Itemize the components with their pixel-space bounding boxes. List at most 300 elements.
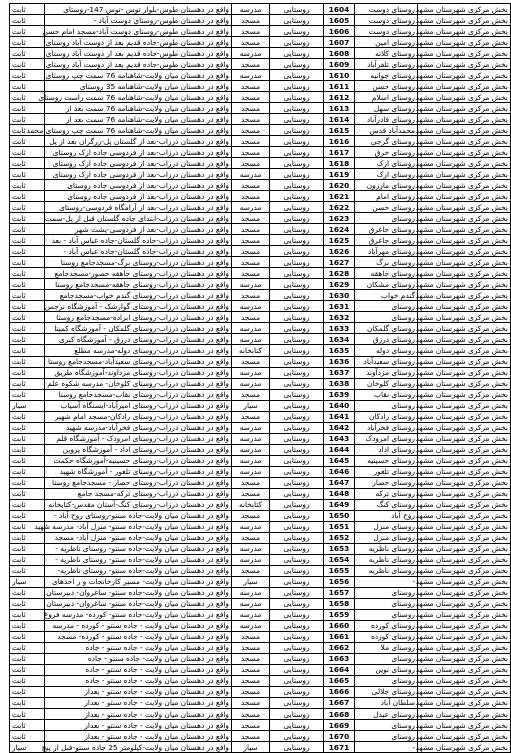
address-cell: واقع در دهستان درزاب-بعد از فردوسی جاده روستای	[45, 180, 232, 191]
section-cell: بخش مرکزی شهرستان مشهد	[418, 554, 511, 565]
table-row	[10, 4, 511, 15]
area-type-cell: روستایی	[270, 565, 324, 576]
address-cell: واقع در دهستان درزاب-روستای ابراده-مسجدجامع روستا	[45, 312, 232, 323]
address-cell: واقع در دهستان میان ولایت-جاده سنتو- ساغروان- دبیرستان	[45, 598, 232, 609]
section-cell: بخش مرکزی شهرستان مشهد	[418, 15, 511, 26]
village-cell: روستای تلفرآباد	[355, 59, 418, 70]
table-body	[10, 4, 511, 753]
status-cell: ثابت	[10, 499, 45, 510]
area-type-cell: روستایی	[270, 422, 324, 433]
table-row	[10, 191, 511, 202]
row-number-cell: 1630	[324, 290, 355, 301]
area-type-cell: روستایی	[270, 312, 324, 323]
place-type-cell: مسجد	[232, 114, 270, 125]
place-type-cell: مسجد	[232, 59, 270, 70]
table-row	[10, 301, 511, 312]
status-cell: سیار	[10, 576, 45, 587]
row-number-cell: 1656	[324, 576, 355, 587]
village-cell: روستای امرودک	[355, 433, 418, 444]
place-type-cell: مسجد	[232, 125, 270, 136]
table-row	[10, 213, 511, 224]
village-cell: روستای امین	[355, 37, 418, 48]
section-cell: بخش مرکزی شهرستان مشهد	[418, 411, 511, 422]
village-cell: روستای ناظریه	[355, 543, 418, 554]
status-cell: ثابت	[10, 609, 45, 620]
table-row	[10, 389, 511, 400]
place-type-cell: مسجد	[232, 15, 270, 26]
section-cell: بخش مرکزی شهرستان مشهد	[418, 345, 511, 356]
address-cell: واقع در دهستان میان ولایت-شاهنامه 35 روستای	[45, 81, 232, 92]
address-cell: واقع در دهستان میان ولایت - جاده سنتو - بعداز	[45, 709, 232, 720]
status-cell: ثابت	[10, 709, 45, 720]
area-type-cell: روستایی	[270, 697, 324, 708]
table-row	[10, 720, 511, 731]
status-cell: سیار	[10, 400, 45, 411]
place-type-cell: مدرسه	[232, 334, 270, 345]
area-type-cell: روستایی	[270, 664, 324, 675]
place-type-cell: مسجد	[232, 664, 270, 675]
row-number-cell: 1616	[324, 136, 355, 147]
table-row	[10, 609, 511, 620]
status-cell: ثابت	[10, 444, 45, 455]
place-type-cell: مسجد	[232, 720, 270, 731]
address-cell: واقع در دهستان میان ولایت-جاده سنتو- منزل آباد- مسجد	[45, 532, 232, 543]
table-row	[10, 477, 511, 488]
row-number-cell: 1605	[324, 15, 355, 26]
place-type-cell: مدرسه	[232, 444, 270, 455]
address-cell: واقع در دهستان درزاب-روستای امیرآباد-ایستگاه آسیاب	[45, 400, 232, 411]
village-cell: روستای	[355, 301, 418, 312]
address-cell: واقع در دهستان درزاب-روستای رادکان-مسجد امام شهیر	[45, 411, 232, 422]
section-cell: بخش مرکزی شهرستان مشهد	[418, 334, 511, 345]
address-cell: واقع در دهستان درزاب-روستای نقاب-مسجدجامع روستا	[45, 389, 232, 400]
row-number-cell: 1641	[324, 411, 355, 422]
place-type-cell: مدرسه	[232, 554, 270, 565]
status-cell: ثابت	[10, 466, 45, 477]
area-type-cell: روستایی	[270, 731, 324, 742]
area-type-cell: روستایی	[270, 653, 324, 664]
status-cell: ثابت	[10, 15, 45, 26]
place-type-cell: مدرسه	[232, 466, 270, 477]
place-type-cell: مدرسه	[232, 279, 270, 290]
area-type-cell: روستایی	[270, 389, 324, 400]
area-type-cell: روستایی	[270, 147, 324, 158]
status-cell: ثابت	[10, 720, 45, 731]
row-number-cell: 1655	[324, 565, 355, 576]
address-cell: واقع در دهستان درزاب-بعد از فردوسی جاده ازک روستای	[45, 147, 232, 158]
place-type-cell: مسجد	[232, 257, 270, 268]
table-row	[10, 499, 511, 510]
section-cell: بخش مرکزی شهرستان مشهد	[418, 455, 511, 466]
section-cell: بخش مرکزی شهرستان مشهد	[418, 356, 511, 367]
section-cell: بخش مرکزی شهرستان مشهد	[418, 37, 511, 48]
area-type-cell: روستایی	[270, 224, 324, 235]
section-cell: بخش مرکزی شهرستان مشهد	[418, 543, 511, 554]
status-cell: ثابت	[10, 169, 45, 180]
area-type-cell: روستایی	[270, 169, 324, 180]
row-number-cell: 1652	[324, 532, 355, 543]
place-type-cell: مدرسه	[232, 378, 270, 389]
village-cell: روستای فخرآباد	[355, 422, 418, 433]
village-cell: روستای دوست	[355, 26, 418, 37]
place-type-cell: مسجد	[232, 147, 270, 158]
status-cell: ثابت	[10, 664, 45, 675]
row-number-cell: 1651	[324, 521, 355, 532]
village-cell: روستای جاهقه	[355, 268, 418, 279]
place-type-cell: مسجد	[232, 290, 270, 301]
place-type-cell: مسجد	[232, 246, 270, 257]
section-cell: بخش مرکزی شهرستان مشهد	[418, 323, 511, 334]
place-type-cell: مسجد	[232, 411, 270, 422]
table-row	[10, 202, 511, 213]
status-cell: ثابت	[10, 213, 45, 224]
village-cell: روستای قادرآباد	[355, 114, 418, 125]
area-type-cell: روستایی	[270, 103, 324, 114]
area-type-cell: روستایی	[270, 4, 324, 15]
status-cell: ثابت	[10, 202, 45, 213]
row-number-cell: 1663	[324, 653, 355, 664]
row-number-cell: 1646	[324, 466, 355, 477]
place-type-cell: مسجد	[232, 653, 270, 664]
section-cell: بخش مرکزی شهرستان مشهد	[418, 114, 511, 125]
status-cell: ثابت	[10, 521, 45, 532]
place-type-cell: مسجد	[232, 92, 270, 103]
place-type-cell: مسجد	[232, 224, 270, 235]
village-cell: روستای گلمکان	[355, 323, 418, 334]
section-cell: بخش مرکزی شهرستان مشهد	[418, 444, 511, 455]
area-type-cell: روستایی	[270, 356, 324, 367]
address-cell: واقع در دهستان درزاب-بعد از آرامگاه فردوسی-روستای	[45, 202, 232, 213]
section-cell: بخش مرکزی شهرستان مشهد	[418, 301, 511, 312]
place-type-cell: مدرسه	[232, 70, 270, 81]
address-cell: واقع در دهستان درزاب-روستای سعیدآباد-مسجدجامع روستا	[45, 356, 232, 367]
table-row	[10, 598, 511, 609]
row-number-cell: 1667	[324, 697, 355, 708]
table-row	[10, 697, 511, 708]
row-number-cell: 1643	[324, 433, 355, 444]
status-cell: ثابت	[10, 301, 45, 312]
address-cell: واقع در دهستان میان ولایت-کیلومتر 25 جاده سنتو-قبل از پیچ	[45, 742, 232, 753]
village-cell: روستای درزق	[355, 334, 418, 345]
table-row	[10, 356, 511, 367]
village-cell: روستای کورده	[355, 620, 418, 631]
section-cell: بخش مرکزی شهرستان مشهد	[418, 697, 511, 708]
village-cell: روستای حسن	[355, 202, 418, 213]
status-cell: ثابت	[10, 26, 45, 37]
status-cell: ثابت	[10, 312, 45, 323]
place-type-cell: مدرسه	[232, 323, 270, 334]
area-type-cell: روستایی	[270, 400, 324, 411]
area-type-cell: روستایی	[270, 675, 324, 686]
status-cell: ثابت	[10, 532, 45, 543]
status-cell: ثابت	[10, 37, 45, 48]
area-type-cell: روستایی	[270, 48, 324, 59]
address-cell: واقع در دهستان میان ولایت-جاده سنتو- ساغروان- دبیرستان	[45, 587, 232, 598]
row-number-cell: 1612	[324, 92, 355, 103]
area-type-cell: روستایی	[270, 37, 324, 48]
status-cell: ثابت	[10, 731, 45, 742]
row-number-cell: 1626	[324, 246, 355, 257]
place-type-cell: مسجد	[232, 158, 270, 169]
place-type-cell: مدرسه	[232, 301, 270, 312]
place-type-cell: مسجد	[232, 642, 270, 653]
village-cell: روستای منزل	[355, 521, 418, 532]
address-cell: واقع در دهستان میان ولایت - جاده سنتو - جاده	[45, 642, 232, 653]
status-cell: ثابت	[10, 81, 45, 92]
village-cell: روستای ناظریه	[355, 565, 418, 576]
village-cell: روستای	[355, 400, 418, 411]
village-cell: روستای مارزون	[355, 180, 418, 191]
section-cell: بخش مرکزی شهرستان مشهد	[418, 720, 511, 731]
table-row	[10, 345, 511, 356]
section-cell: بخش مرکزی شهرستان مشهد	[418, 709, 511, 720]
village-cell: روستای ازک	[355, 169, 418, 180]
area-type-cell: روستایی	[270, 444, 324, 455]
status-cell: ثابت	[10, 246, 45, 257]
status-cell: ثابت	[10, 92, 45, 103]
row-number-cell: 1629	[324, 279, 355, 290]
section-cell: بخش مرکزی شهرستان مشهد	[418, 92, 511, 103]
status-cell: ثابت	[10, 103, 45, 114]
table-row	[10, 742, 511, 753]
address-cell: واقع در دهستان درزاب-روستای کلوخان- مدرسه شکوه علم	[45, 378, 232, 389]
section-cell: بخش مرکزی شهرستان مشهد	[418, 312, 511, 323]
place-type-cell: مسجد	[232, 356, 270, 367]
status-cell: ثابت	[10, 488, 45, 499]
address-cell: واقع در دهستان طوس-روستای دوست آباد -	[45, 15, 232, 26]
section-cell: بخش مرکزی شهرستان مشهد	[418, 664, 511, 675]
village-cell: روستای امام	[355, 191, 418, 202]
row-number-cell: 1654	[324, 554, 355, 565]
status-cell: ثابت	[10, 323, 45, 334]
section-cell: بخش مرکزی شهرستان مشهد	[418, 246, 511, 257]
place-type-cell: کتابخانه	[232, 499, 270, 510]
area-type-cell: روستایی	[270, 290, 324, 301]
section-cell: بخش مرکزی شهرستان مشهد	[418, 367, 511, 378]
village-cell: روستای سهل	[355, 103, 418, 114]
status-cell: ثابت	[10, 697, 45, 708]
table-row	[10, 169, 511, 180]
address-cell: واقع در دهستان درزاب-روستای مزداوند-آموزشگاه طریق	[45, 367, 232, 378]
table-row	[10, 268, 511, 279]
village-cell: روستای جاغرق	[355, 224, 418, 235]
village-cell: روستای جلالی	[355, 686, 418, 697]
area-type-cell: روستایی	[270, 510, 324, 521]
village-cell: روستای دوست	[355, 4, 418, 15]
section-cell: بخش مرکزی شهرستان مشهد	[418, 433, 511, 444]
row-number-cell: 1650	[324, 510, 355, 521]
area-type-cell: روستایی	[270, 334, 324, 345]
area-type-cell: روستایی	[270, 158, 324, 169]
village-cell: روستای	[355, 653, 418, 664]
address-cell: واقع در دهستان میان ولایت-شاهنامه 76 سمت بعد از	[45, 114, 232, 125]
area-type-cell: روستایی	[270, 477, 324, 488]
row-number-cell: 1607	[324, 37, 355, 48]
area-type-cell: روستایی	[270, 521, 324, 532]
area-type-cell: روستایی	[270, 345, 324, 356]
village-cell: روستای گرجی	[355, 136, 418, 147]
table-row	[10, 686, 511, 697]
village-cell: روستای تلغور	[355, 466, 418, 477]
table-row	[10, 466, 511, 477]
village-cell: روستای نقاب	[355, 389, 418, 400]
place-type-cell: مدرسه	[232, 521, 270, 532]
row-number-cell: 1627	[324, 257, 355, 268]
address-cell: واقع در دهستان درزاب-بعد از گلستان پل-زرگران بعد از پل	[45, 136, 232, 147]
section-cell: بخش مرکزی شهرستان مشهد	[418, 742, 511, 753]
address-cell: واقع در دهستان درزاب-روستای برگ-مسجدجامع روستا	[45, 257, 232, 268]
row-number-cell: 1637	[324, 367, 355, 378]
area-type-cell: روستایی	[270, 532, 324, 543]
address-cell: واقع در دهستان درزاب-روستای حصار - مسجدجامع روستا	[45, 477, 232, 488]
section-cell: بخش مرکزی شهرستان مشهد	[418, 169, 511, 180]
section-cell: بخش مرکزی شهرستان مشهد	[418, 4, 511, 15]
status-cell: ثابت	[10, 4, 45, 15]
section-cell: بخش مرکزی شهرستان مشهد	[418, 378, 511, 389]
status-cell: ثابت	[10, 345, 45, 356]
area-type-cell: روستایی	[270, 609, 324, 620]
table-row	[10, 532, 511, 543]
address-cell: واقع در دهستان درزاب-روستای کنگ-آستان مقدس-کتابخانه	[45, 499, 232, 510]
address-cell: واقع در دهستان درزاب-روستای دوله-مدرسه مطلع	[45, 345, 232, 356]
table-row	[10, 455, 511, 466]
area-type-cell: روستایی	[270, 576, 324, 587]
table-row	[10, 235, 511, 246]
village-cell: روستای نوین	[355, 664, 418, 675]
status-cell: ثابت	[10, 554, 45, 565]
table-row	[10, 488, 511, 499]
place-type-cell: مدرسه	[232, 48, 270, 59]
area-type-cell: روستایی	[270, 70, 324, 81]
address-cell: واقع در دهستان میان ولایت-شاهنامه 76 سمت چپ روستای	[45, 70, 232, 81]
row-number-cell: 1635	[324, 345, 355, 356]
village-cell: روستای	[355, 213, 418, 224]
status-cell: ثابت	[10, 543, 45, 554]
section-cell: بخش مرکزی شهرستان مشهد	[418, 620, 511, 631]
address-cell: واقع در دهستان طوس-روستای دوست آباد-مسجد امام حسن	[45, 26, 232, 37]
section-cell: بخش مرکزی شهرستان مشهد	[418, 389, 511, 400]
place-type-cell: مسجد	[232, 510, 270, 521]
table-row	[10, 70, 511, 81]
area-type-cell: روستایی	[270, 499, 324, 510]
row-number-cell: 1632	[324, 312, 355, 323]
address-cell: واقع در دهستان میان ولایت - جاده سنتو - کورده- مسجد	[45, 631, 232, 642]
village-cell: روستای رادکان	[355, 411, 418, 422]
table-row	[10, 731, 511, 742]
address-cell: واقع در دهستان میان ولایت-جاده سنتو- روستای ناظریه -	[45, 543, 232, 554]
place-type-cell: مسجد	[232, 565, 270, 576]
place-type-cell: مسجد	[232, 675, 270, 686]
section-cell: بخش مرکزی شهرستان مشهد	[418, 731, 511, 742]
section-cell: بخش مرکزی شهرستان مشهد	[418, 686, 511, 697]
row-number-cell: 1645	[324, 455, 355, 466]
section-cell: بخش مرکزی شهرستان مشهد	[418, 675, 511, 686]
area-type-cell: روستایی	[270, 268, 324, 279]
status-cell: ثابت	[10, 290, 45, 301]
area-type-cell: روستایی	[270, 598, 324, 609]
status-cell: ثابت	[10, 147, 45, 158]
address-cell: واقع در دهستان درزاب-روستای جاهقه حصور-مسجدجامع	[45, 268, 232, 279]
village-cell: روستای دوست	[355, 15, 418, 26]
section-cell: بخش مرکزی شهرستان مشهد	[418, 477, 511, 488]
address-cell: واقع در دهستان میان ولایت - جاده سنتو - بعداز	[45, 697, 232, 708]
section-cell: بخش مرکزی شهرستان مشهد	[418, 136, 511, 147]
table-row	[10, 565, 511, 576]
section-cell: بخش مرکزی شهرستان مشهد	[418, 642, 511, 653]
status-cell: ثابت	[10, 378, 45, 389]
table-row	[10, 653, 511, 664]
section-cell: بخش مرکزی شهرستان مشهد	[418, 202, 511, 213]
row-number-cell: 1620	[324, 180, 355, 191]
section-cell: بخش مرکزی شهرستان مشهد	[418, 565, 511, 576]
place-type-cell: مدرسه	[232, 598, 270, 609]
row-number-cell: 1614	[324, 114, 355, 125]
place-type-cell: مدرسه	[232, 202, 270, 213]
status-cell: ثابت	[10, 587, 45, 598]
area-type-cell: روستایی	[270, 15, 324, 26]
area-type-cell: روستایی	[270, 323, 324, 334]
address-cell: واقع در دهستان درزاب-روستای ترکه-مسجد جامع	[45, 488, 232, 499]
address-cell: واقع در دهستان میان ولایت - جاده سنتو - کورده - مدرسه	[45, 620, 232, 631]
table-row	[10, 367, 511, 378]
address-cell: واقع در دهستان درزاب-ابتدای جاده گلستان قبل از پل-سمت	[45, 213, 232, 224]
address-cell: واقع در دهستان درزاب-روستای گوارشک - آموزشگاه نرجس	[45, 301, 232, 312]
status-cell: ثابت	[10, 411, 45, 422]
village-cell: روستای	[355, 675, 418, 686]
area-type-cell: روستایی	[270, 686, 324, 697]
address-cell: واقع در دهستان میان ولایت-جاده سنتو- روستای ناظریه-	[45, 565, 232, 576]
status-cell: ثابت	[10, 565, 45, 576]
section-cell: بخش مرکزی شهرستان مشهد	[418, 180, 511, 191]
place-type-cell: کتابخانه	[232, 345, 270, 356]
place-type-cell: مسجد	[232, 389, 270, 400]
table-row	[10, 664, 511, 675]
area-type-cell: روستایی	[270, 81, 324, 92]
place-type-cell: مسجد	[232, 532, 270, 543]
section-cell: بخش مرکزی شهرستان مشهد	[418, 59, 511, 70]
table-row	[10, 37, 511, 48]
table-row	[10, 26, 511, 37]
status-cell: ثابت	[10, 686, 45, 697]
table-row	[10, 411, 511, 422]
row-number-cell: 1640	[324, 400, 355, 411]
village-cell: روستای	[355, 598, 418, 609]
table-row	[10, 334, 511, 345]
table-row	[10, 433, 511, 444]
row-number-cell: 1670	[324, 731, 355, 742]
area-type-cell: روستایی	[270, 213, 324, 224]
table-row	[10, 290, 511, 301]
status-cell: ثابت	[10, 224, 45, 235]
row-number-cell: 1608	[324, 48, 355, 59]
village-cell: روستای کورده	[355, 631, 418, 642]
table-row	[10, 81, 511, 92]
status-cell: ثابت	[10, 70, 45, 81]
place-type-cell: مسجد	[232, 268, 270, 279]
row-number-cell: 1658	[324, 598, 355, 609]
place-type-cell: مسجد	[232, 235, 270, 246]
address-cell: واقع در دهستان میان ولایت- جاده سنتو - جاده	[45, 653, 232, 664]
area-type-cell: روستایی	[270, 246, 324, 257]
table-row	[10, 323, 511, 334]
row-number-cell: 1611	[324, 81, 355, 92]
area-type-cell: روستایی	[270, 378, 324, 389]
status-cell: ثابت	[10, 191, 45, 202]
table-row	[10, 158, 511, 169]
village-cell: روستای ناظریه	[355, 554, 418, 565]
section-cell: بخش مرکزی شهرستان مشهد	[418, 257, 511, 268]
status-cell: ثابت	[10, 257, 45, 268]
